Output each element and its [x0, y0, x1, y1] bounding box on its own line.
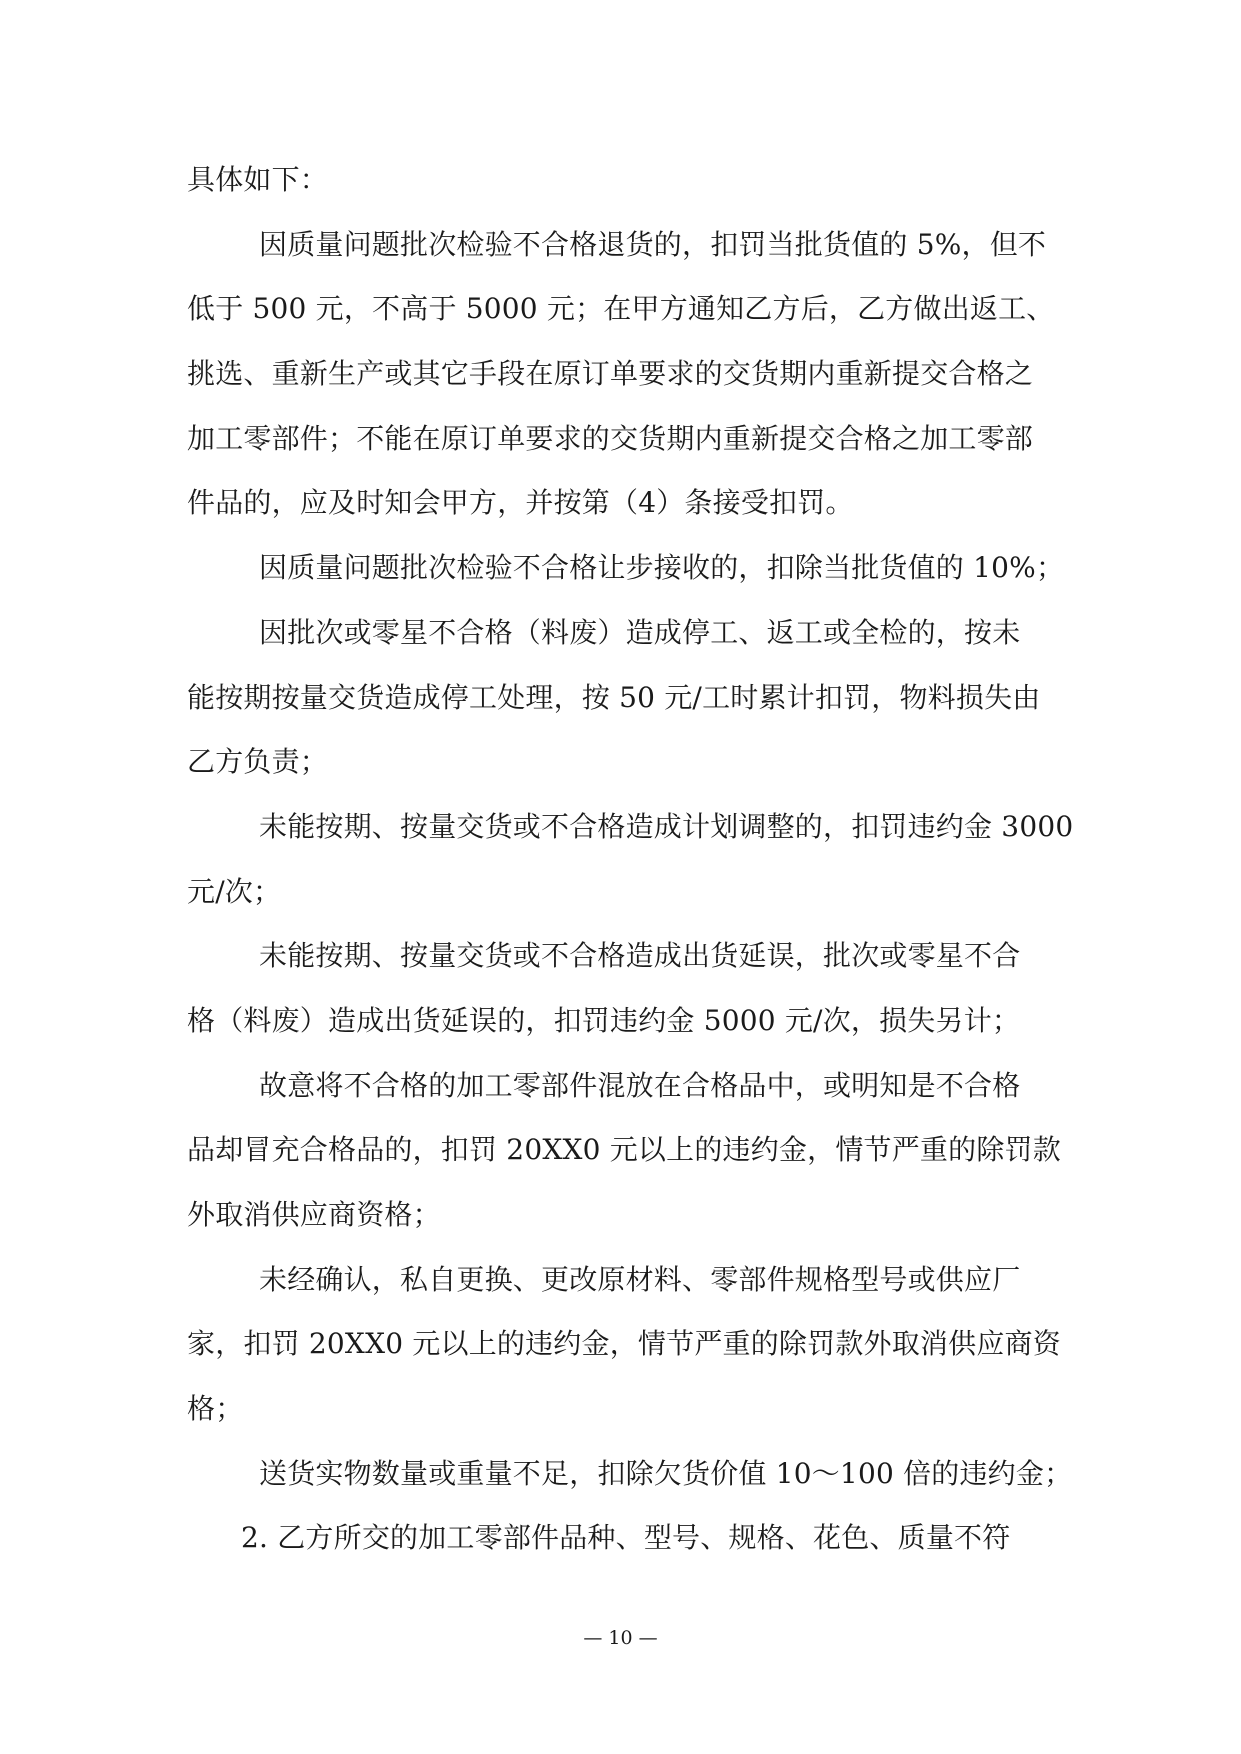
text-line: 因批次或零星不合格（料废）造成停工、返工或全检的，按未: [259, 615, 1021, 649]
text-line: 送货实物数量或重量不足，扣除欠货价值 10～100 倍的违约金；: [259, 1456, 1073, 1490]
text-line: 格；: [187, 1392, 244, 1426]
text-line: 2. 乙方所交的加工零部件品种、型号、规格、花色、质量不符: [241, 1521, 1011, 1555]
document-body: [187, 148, 1074, 1571]
text-line: 家，扣罚 20XX0 元以上的违约金，情节严重的除罚款外取消供应商资: [187, 1327, 1061, 1361]
text-line: 未能按期、按量交货或不合格造成出货延误，批次或零星不合: [259, 939, 1021, 973]
text-line: 具体如下：: [187, 163, 329, 196]
text-line: 低于 500 元，不高于 5000 元；在甲方通知乙方后，乙方做出返工、: [187, 292, 1055, 326]
text-line: 外取消供应商资格；: [187, 1198, 441, 1231]
text-line: 挑选、重新生产或其它手段在原订单要求的交货期内重新提交合格之: [187, 357, 1034, 391]
text-line: 元/次；: [187, 874, 282, 908]
text-line: 件品的，应及时知会甲方，并按第（4）条接受扣罚。: [187, 486, 854, 520]
text-line: 乙方负责；: [187, 745, 329, 779]
text-line: 能按期按量交货造成停工处理，按 50 元/工时累计扣罚，物料损失由: [187, 680, 1041, 714]
text-line: 未经确认，私自更换、更改原材料、零部件规格型号或供应厂: [259, 1262, 1021, 1296]
text-line: 故意将不合格的加工零部件混放在合格品中，或明知是不合格: [259, 1068, 1021, 1102]
text-line: 因质量问题批次检验不合格让步接收的，扣除当批货值的 10%；: [259, 551, 1065, 585]
text-line: 未能按期、按量交货或不合格造成计划调整的，扣罚违约金 3000: [259, 809, 1074, 843]
text-line: 加工零部件；不能在原订单要求的交货期内重新提交合格之加工零部: [187, 421, 1034, 455]
page-number: — 10 —: [583, 1627, 658, 1649]
text-line: 品却冒充合格品的，扣罚 20XX0 元以上的违约金，情节严重的除罚款: [187, 1133, 1061, 1167]
text-line: 因质量问题批次检验不合格退货的，扣罚当批货值的 5%，但不: [259, 227, 1047, 261]
text-line: 格（料废）造成出货延误的，扣罚违约金 5000 元/次，损失另计；: [187, 1003, 1021, 1037]
